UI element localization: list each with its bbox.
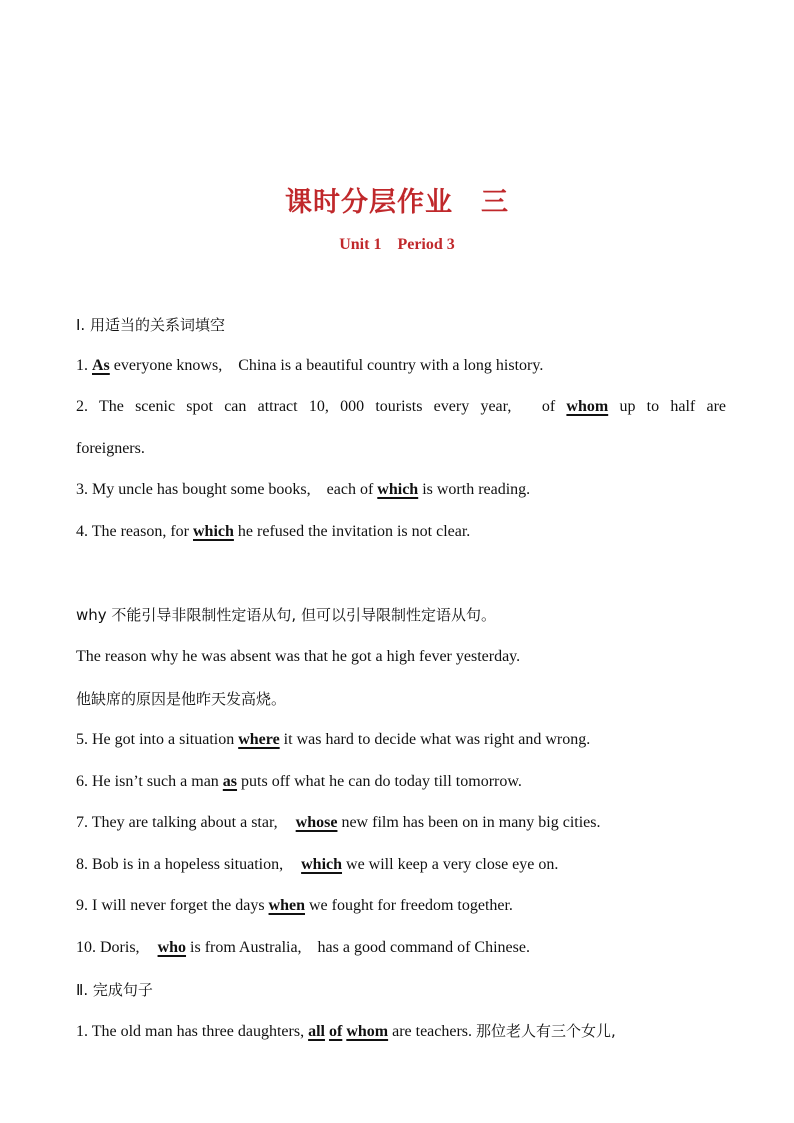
item-text: up to half are xyxy=(619,398,727,415)
exercise-item xyxy=(76,355,726,377)
item-continuation: foreigners. xyxy=(76,440,145,457)
item-text: everyone knows, China is a beautiful country with a long history. xyxy=(113,357,544,374)
exercise-item xyxy=(76,729,726,751)
answer-blank: which xyxy=(301,856,343,873)
answer-blank: when xyxy=(268,897,305,914)
exercise-item xyxy=(76,812,726,834)
item-text: 3. My uncle has bought some books, each of xyxy=(76,481,374,498)
item-text: he refused the invitation is not clear. xyxy=(237,523,471,540)
page-subtitle: Unit 1 Period 3 xyxy=(339,236,455,253)
exercise-item xyxy=(76,1020,736,1043)
item-text: 9. I will never forget the days xyxy=(76,897,265,914)
section-2-heading: Ⅱ. 完成句子 xyxy=(76,981,153,999)
answer-blank: whom xyxy=(566,398,609,415)
item-translation: 那位老人有三个女儿, xyxy=(476,1022,616,1040)
answer-blank: of xyxy=(328,1023,343,1040)
item-text: 5. He got into a situation xyxy=(76,731,235,748)
item-text: 10. Doris, xyxy=(76,939,140,956)
answer-blank: where xyxy=(238,731,280,748)
answer-blank: whose xyxy=(295,814,338,831)
item-text: are teachers. xyxy=(392,1023,473,1040)
answer-blank: as xyxy=(222,773,238,790)
exercise-item xyxy=(76,937,726,959)
note-line: why 不能引导非限制性定语从句, 但可以引导限制性定语从句。 xyxy=(76,606,496,624)
exercise-item xyxy=(76,479,726,501)
item-text: it was hard to decide what was right and wrong. xyxy=(283,731,591,748)
item-text: puts off what he can do today till tomorrow. xyxy=(241,773,522,790)
item-text: 4. The reason, for xyxy=(76,523,189,540)
answer-blank: all xyxy=(308,1023,325,1040)
note-translation: 他缺席的原因是他昨天发高烧。 xyxy=(76,690,287,708)
exercise-item xyxy=(76,396,726,418)
note-example: The reason why he was absent was that he got a high fever yesterday. xyxy=(76,648,521,665)
item-text: we fought for freedom together. xyxy=(309,897,513,914)
answer-blank: As xyxy=(92,357,110,374)
exercise-item xyxy=(76,854,726,876)
item-text: is from Australia, has a good command of Chinese. xyxy=(190,939,530,956)
answer-blank: whom xyxy=(346,1023,389,1040)
answer-blank: which xyxy=(377,481,419,498)
item-text: 6. He isn’t such a man xyxy=(76,773,219,790)
item-text: is worth reading. xyxy=(422,481,531,498)
item-number: 1. xyxy=(76,357,88,374)
answer-blank: which xyxy=(193,523,234,540)
section-1-heading: Ⅰ. 用适当的关系词填空 xyxy=(76,316,225,334)
item-text: new film has been on in many big cities. xyxy=(341,814,601,831)
item-text: 8. Bob is in a hopeless situation, xyxy=(76,856,284,873)
exercise-item xyxy=(76,895,726,917)
item-text: 1. The old man has three daughters, xyxy=(76,1023,305,1040)
exercise-item xyxy=(76,521,726,543)
page-title: 课时分层作业 三 xyxy=(285,187,509,218)
item-text: 7. They are talking about a star, xyxy=(76,814,278,831)
answer-blank: who xyxy=(157,939,187,956)
item-text: we will keep a very close eye on. xyxy=(346,856,559,873)
item-text: 2. The scenic spot can attract 10, 000 tourists every year, of xyxy=(76,398,556,415)
exercise-item xyxy=(76,771,726,793)
